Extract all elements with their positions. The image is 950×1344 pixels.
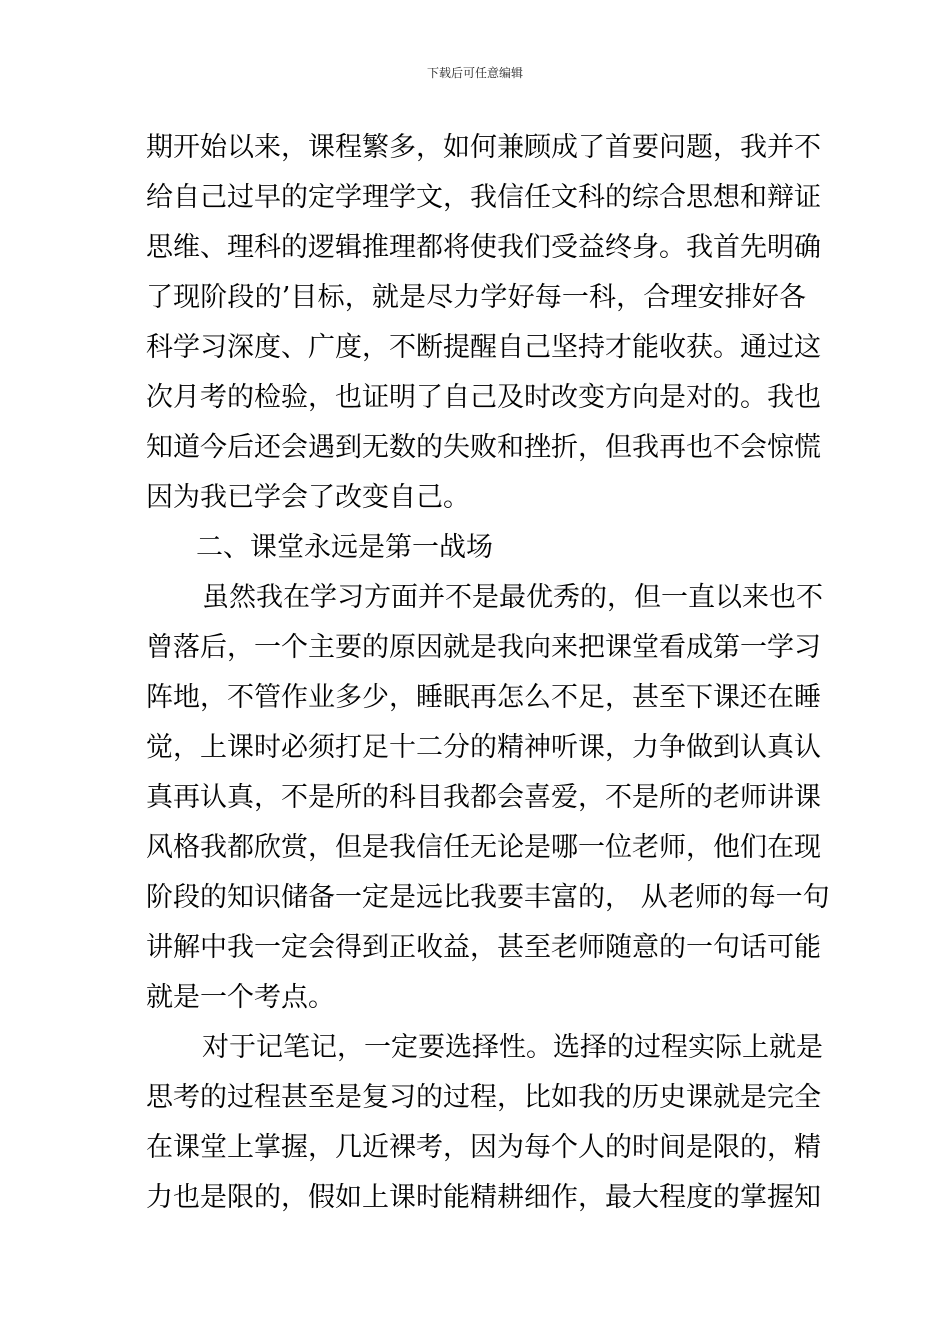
text-line: 阶段的知识储备一定是远比我要丰富的， 从老师的每一句 [146, 882, 830, 913]
text-line: 了现阶段的’目标，就是尽力学好每一科，合理安排好各 [146, 282, 806, 313]
text-line: 真再认真，不是所的科目我都会喜爱，不是所的老师讲课 [146, 782, 821, 813]
text-line: 讲解中我一定会得到正收益，甚至老师随意的一句话可能 [146, 932, 821, 963]
text-line: 次月考的检验，也证明了自己及时改变方向是对的。我也 [146, 382, 821, 413]
text-line: 觉，上课时必须打足十二分的精神听课，力争做到认真认 [146, 732, 821, 763]
text-line: 虽然我在学习方面并不是最优秀的，但一直以来也不 [202, 582, 823, 613]
text-line: 期开始以来，课程繁多，如何兼顾成了首要问题，我并不 [146, 132, 821, 163]
page-header: 下载后可任意编辑 [426, 66, 523, 80]
section-heading: 二、课堂永远是第一战场 [196, 532, 493, 563]
text-line: 知道今后还会遇到无数的失败和挫折，但我再也不会惊慌 [146, 432, 821, 463]
text-line: 科学习深度、广度，不断提醒自己坚持才能收获。通过这 [146, 332, 821, 363]
text-line: 曾落后，一个主要的原因就是我向来把课堂看成第一学习 [146, 632, 821, 663]
text-line: 给自己过早的定学理学文，我信任文科的综合思想和辩证 [146, 182, 821, 213]
text-line: 力也是限的，假如上课时能精耕细作，最大程度的掌握知 [146, 1182, 821, 1213]
text-line: 思考的过程甚至是复习的过程，比如我的历史课就是完全 [146, 1082, 821, 1113]
text-line: 因为我已学会了改变自己。 [146, 482, 470, 513]
text-line: 就是一个考点。 [146, 982, 335, 1013]
text-line: 思维、理科的逻辑推理都将使我们受益终身。我首先明确 [146, 232, 821, 263]
text-line: 对于记笔记，一定要选择性。选择的过程实际上就是 [202, 1032, 823, 1063]
text-line: 风格我都欣赏，但是我信任无论是哪一位老师，他们在现 [146, 832, 821, 863]
text-line: 阵地，不管作业多少，睡眠再怎么不足，甚至下课还在睡 [146, 682, 821, 713]
text-line: 在课堂上掌握，几近裸考，因为每个人的时间是限的，精 [146, 1132, 821, 1163]
